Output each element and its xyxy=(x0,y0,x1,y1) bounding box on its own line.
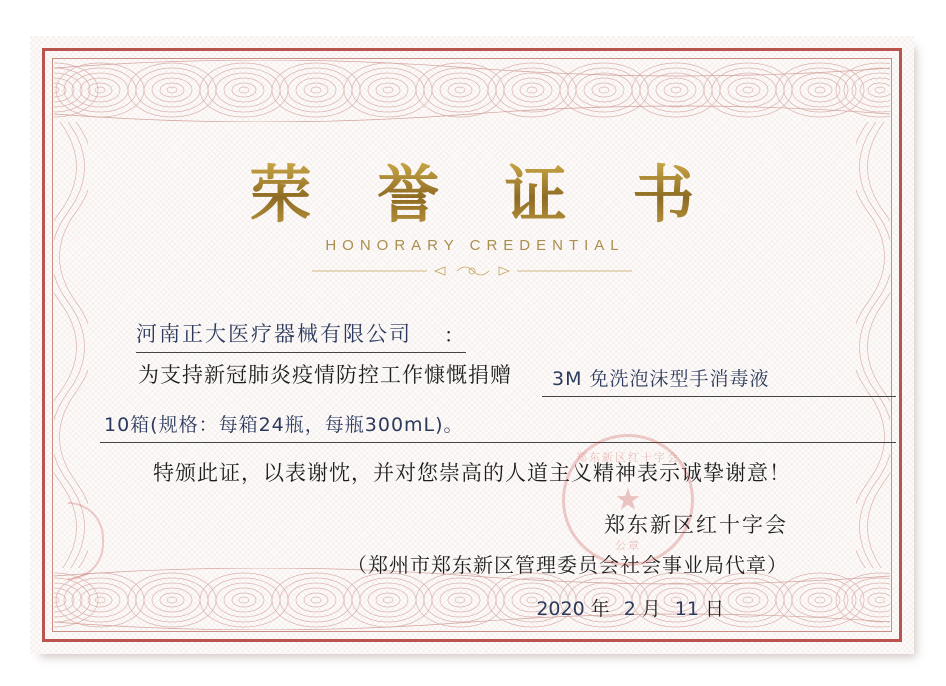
title-flourish-ornament xyxy=(307,262,637,280)
issue-date xyxy=(100,594,844,621)
issue-date-month-unit: 月 xyxy=(641,598,661,621)
recipient-underline xyxy=(136,352,466,353)
ornament-band-top xyxy=(54,60,890,122)
donation-handwritten-1: 3M 免洗泡沫型手消毒液 xyxy=(552,368,770,391)
certificate-content xyxy=(100,132,844,621)
issuing-organization-note: （郑州市郑东新区管理委员会社会事业局代章） xyxy=(347,553,788,578)
ornament-band-right xyxy=(856,122,890,568)
title-block xyxy=(100,158,844,285)
certificate-subtitle: HONORARY CREDENTIAL xyxy=(325,237,625,255)
certificate-body xyxy=(100,319,844,621)
recipient-colon: ： xyxy=(444,323,464,348)
recipient-line xyxy=(136,319,606,353)
issue-date-year: 2020 xyxy=(536,598,585,621)
donation-handwritten-2: 10箱(规格：每箱24瓶，每瓶300mL)。 xyxy=(104,414,464,437)
issue-date-year-unit: 年 xyxy=(590,598,610,621)
seal-top-text: 郑东新区红十字会 xyxy=(576,452,680,464)
donation-blank-2 xyxy=(100,442,896,443)
donation-line-2 xyxy=(100,399,844,445)
issue-date-month: 2 xyxy=(623,598,636,621)
seal-star-icon: ★ xyxy=(614,483,642,517)
recipient-name: 河南正大医疗器械有限公司 xyxy=(136,322,412,347)
issuing-organization: 郑东新区红十字会 xyxy=(604,513,788,538)
signature-block xyxy=(100,509,844,578)
ornament-band-left xyxy=(54,122,88,568)
donation-printed-text: 为支持新冠肺炎疫情防控工作慷慨捐赠 xyxy=(138,363,512,388)
issue-date-day-unit: 日 xyxy=(704,598,724,621)
seal-bottom-text: 公章 xyxy=(615,540,641,552)
closing-statement: 特颁此证，以表谢忱，并对您崇高的人道主义精神表示诚挚谢意！ xyxy=(153,461,791,486)
issue-date-day: 11 xyxy=(674,598,699,621)
donation-blank-1 xyxy=(542,396,896,397)
certificate-title: 荣 誉 证 书 xyxy=(100,162,844,227)
certificate-paper xyxy=(30,36,914,654)
donation-line-1 xyxy=(100,355,844,399)
